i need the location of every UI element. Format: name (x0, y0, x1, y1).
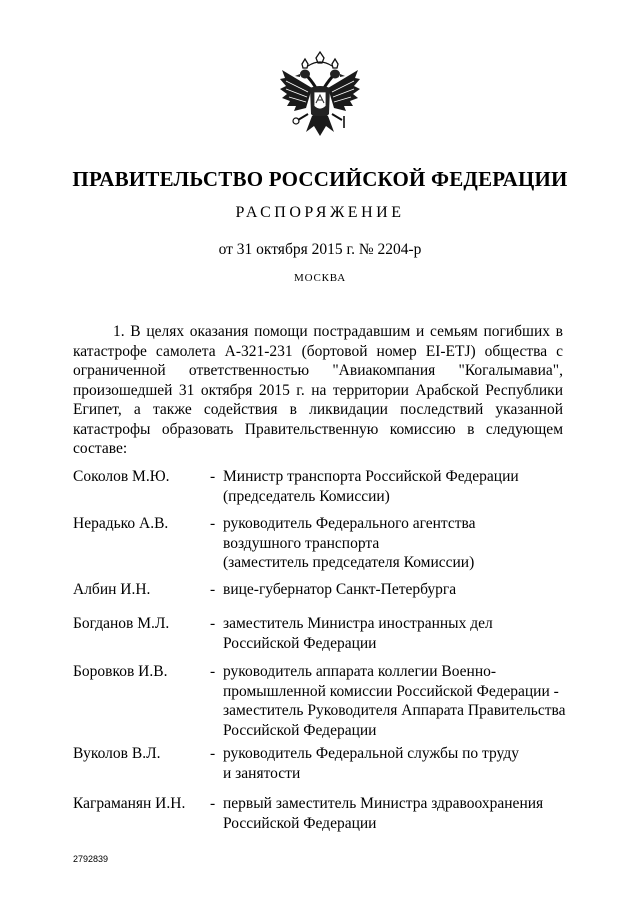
document-date-number: от 31 октября 2015 г. № 2204-р (218, 241, 422, 258)
member-name: Вуколов В.Л. (73, 745, 161, 762)
russian-coat-of-arms-icon (272, 48, 368, 144)
government-title: ПРАВИТЕЛЬСТВО РОССИЙСКОЙ ФЕДЕРАЦИИ (72, 167, 568, 191)
city-name: МОСКВА (294, 272, 346, 284)
member-role: руководитель Федерального агентства воздушного транспорта (заместитель председателя Комиссии) (223, 515, 476, 571)
member-name: Соколов М.Ю. (73, 468, 170, 485)
document-barcode-number: 2792839 (73, 854, 109, 864)
member-role: первый заместитель Министра здравоохранения Российской Федерации (223, 795, 544, 832)
member-dash: - (210, 615, 216, 632)
member-dash: - (210, 745, 216, 762)
member-dash: - (210, 468, 216, 485)
member-name: Богданов М.Л. (73, 615, 170, 632)
member-role: руководитель аппарата коллегии Военно- промышленной комиссии Российской Федерации - заместитель Руководителя Аппарата Правительства Российской Федерации (223, 663, 566, 739)
member-name: Нерадько А.В. (73, 515, 169, 532)
member-name: Боровков И.В. (73, 663, 168, 680)
member-role: вице-губернатор Санкт-Петербурга (223, 581, 457, 598)
main-paragraph: 1. В целях оказания помощи пострадавшим и семьям погибших в катастрофе самолета А-321-231 (бортовой номер EI-ETJ) общества с ограниченной ответственностью "Авиакомпания "Когалымавиа", произошедшей 31 октября 2015 г. на территории Арабской Республики Египет, а также содействия в ликвидации последствий указанной катастрофы образовать Правительственную комиссию в следующем составе: (73, 323, 563, 457)
member-role: заместитель Министра иностранных дел Российской Федерации (223, 615, 493, 652)
member-name: Каграманян И.Н. (73, 795, 186, 812)
member-role: Министр транспорта Российской Федерации (председатель Комиссии) (223, 468, 519, 505)
member-dash: - (210, 795, 216, 812)
member-dash: - (210, 581, 216, 598)
member-role: руководитель Федеральной службы по труду и занятости (223, 745, 519, 782)
member-dash: - (210, 663, 216, 680)
member-name: Албин И.Н. (73, 581, 151, 598)
member-dash: - (210, 515, 216, 532)
document-type: РАСПОРЯЖЕНИЕ (235, 204, 405, 221)
